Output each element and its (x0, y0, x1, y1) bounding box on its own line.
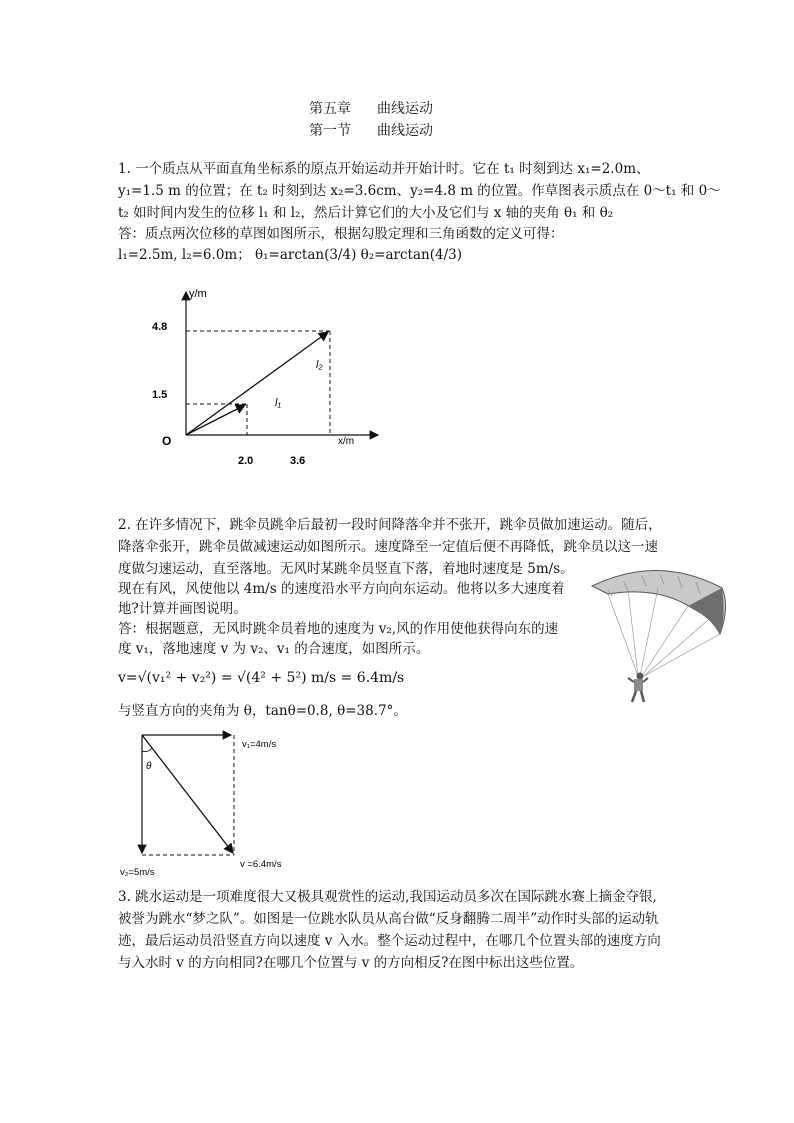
angle-arc (142, 748, 152, 752)
q2-line-2: 降落伞张开，跳伞员做减速运动如图所示。速度降至一定值后便不再降低，跳伞员以这一速 (118, 539, 658, 555)
q1-result: l₁=2.5m, l₂=6.0m； θ₁=arctan(3/4) θ₂=arctan(4/3) (118, 247, 462, 263)
chapter-number: 第五章 (309, 101, 351, 117)
q2-formula: v=√(v₁² + v₂²) = √(4² + 5²) m/s = 6.4m/s (118, 670, 405, 686)
l2-label: l₂ (316, 359, 323, 371)
section-heading (309, 120, 433, 140)
q3-line-2: 被誉为跳水“梦之队”。如图是一位跳水队员从高台做“反身翻腾二周半”动作时头部的运动轨 (118, 911, 659, 927)
vector-v (142, 735, 233, 853)
origin-label: O (162, 434, 172, 448)
x-axis-label: x/m (338, 436, 355, 447)
v1-label: v₁=4m/s (242, 739, 277, 750)
section-number: 第一节 (309, 123, 351, 139)
y-tick-1-5: 1.5 (152, 389, 168, 401)
y-axis-label: y/m (189, 288, 207, 300)
q1-line-2: y₁=1.5 m 的位置；在 t₂ 时刻到达 x₂=3.6cm、y₂=4.8 m 的位置。作草图表示质点在 0～t₁ 和 0～ (118, 183, 721, 199)
v2-label: v₂=5m/s (120, 867, 155, 878)
q2-line-1: 2. 在许多情况下，跳伞员跳伞后最初一段时间降落伞并不张开，跳伞员做加速运动。随后， (118, 517, 662, 533)
q2-answer-1: 答：根据题意，无风时跳伞员着地的速度为 v₂,风的作用使他获得向东的速 (118, 621, 559, 637)
chapter-heading (309, 98, 433, 118)
vector-l2 (186, 332, 328, 435)
chapter-title: 曲线运动 (377, 101, 433, 117)
q1-line-1: 1. 一个质点从平面直角坐标系的原点开始运动并开始计时。它在 t₁ 时刻到达 x₁=2.0m、 (118, 161, 650, 177)
x-tick-2-0: 2.0 (238, 455, 254, 467)
skydiver-figure (628, 673, 648, 703)
section-title: 曲线运动 (377, 123, 433, 139)
displacement-diagram (140, 280, 400, 475)
q2-answer-2: 度 v₁，落地速度 v 为 v₂、v₁ 的合速度，如图所示。 (118, 641, 430, 657)
q2-line-4: 现在有风，风使他以 4m/s 的速度沿水平方向向东运动。他将以多大速度着 (118, 581, 565, 597)
q1-line-3: t₂ 如时间内发生的位移 l₁ 和 l₂，然后计算它们的大小及它们与 x 轴的夹角 θ₁ 和 θ₂ (118, 205, 614, 221)
q3-line-3: 迹，最后运动员沿竖直方向以速度 v 入水。整个运动过程中，在哪几个位置头部的速度方向 (118, 933, 661, 949)
q2-angle: 与竖直方向的夹角为 θ，tanθ=0.8, θ=38.7°。 (118, 703, 407, 719)
q1-answer: 答：质点两次位移的草图如图所示，根据勾股定理和三角函数的定义可得： (118, 226, 564, 242)
paraglider-illustration (588, 558, 738, 708)
velocity-diagram (120, 725, 300, 880)
theta-label: θ (146, 761, 152, 772)
q3-line-1: 3. 跳水运动是一项难度很大又极具观赏性的运动,我国运动员多次在国际跳水赛上摘金夺银, (118, 889, 657, 905)
x-tick-3-6: 3.6 (290, 455, 306, 467)
v-label: v =6.4m/s (240, 859, 282, 870)
l1-label: l₁ (275, 397, 281, 409)
q3-line-4: 与入水时 v 的方向相同?在哪几个位置与 v 的方向相反?在图中标出这些位置。 (118, 955, 584, 971)
vector-l1 (186, 405, 245, 435)
q2-line-3: 度做匀速运动，直至落地。无风时某跳伞员竖直下落，着地时速度是 5m/s。 (118, 561, 574, 577)
q2-line-5: 地?计算并画图说明。 (118, 601, 247, 617)
y-tick-4-8: 4.8 (152, 321, 168, 333)
